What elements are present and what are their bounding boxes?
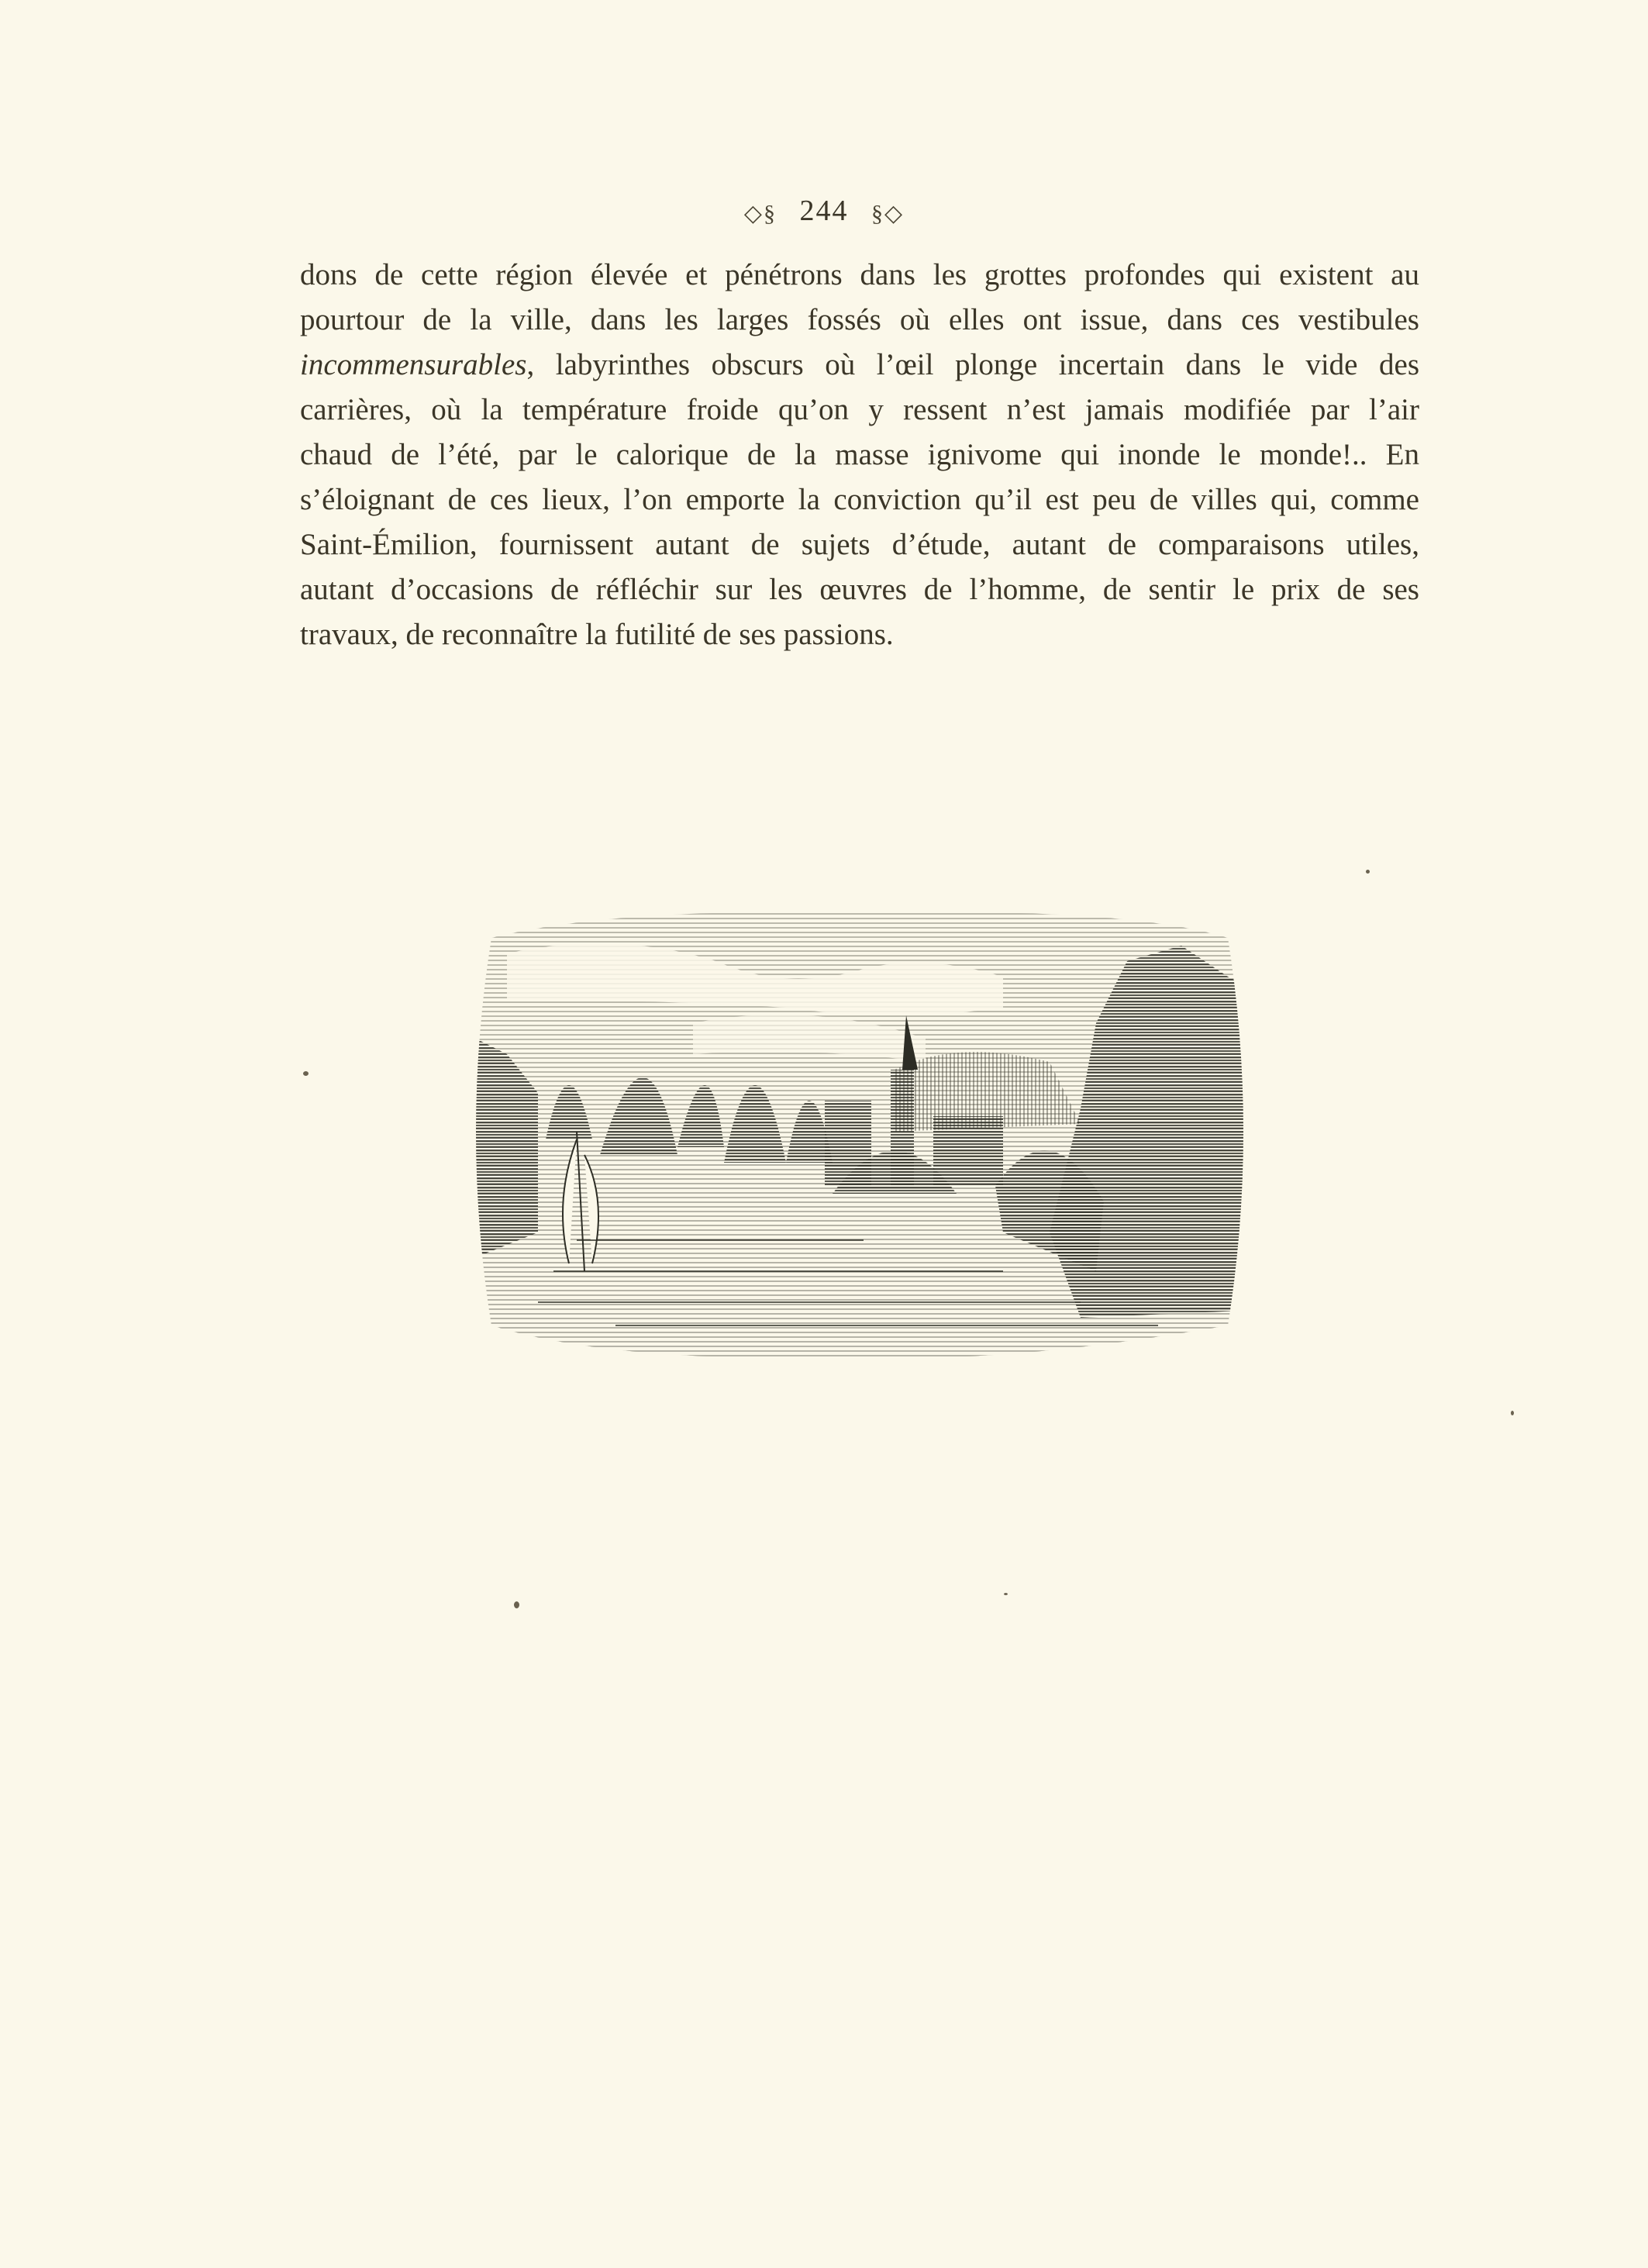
text-line-rest: , labyrinthes obscurs où l’œil plonge incertain dans le vide des	[526, 348, 1419, 381]
paper-speck	[303, 1071, 309, 1076]
text-line	[300, 343, 1419, 388]
text-line: travaux, de reconnaître la futilité de ses passions.	[300, 618, 894, 651]
river-town-engraving	[460, 907, 1259, 1356]
page-number: 244	[799, 195, 849, 227]
paper-speck	[514, 1601, 519, 1608]
italic-word: incommensurables	[300, 348, 527, 381]
body-paragraph	[300, 253, 1419, 657]
text-line: autant d’occasions de réfléchir sur les œuvres de l’homme, de sentir le prix de ses	[300, 573, 1419, 606]
text-line: dons de cette région élevée et pénétrons dans les grottes profondes qui existent au	[300, 258, 1419, 291]
text-line: pourtour de la ville, dans les larges fossés où elles ont issue, dans ces vestibules	[300, 303, 1419, 336]
text-line: s’éloignant de ces lieux, l’on emporte la conviction qu’il est peu de villes qui, comme	[300, 483, 1419, 516]
paper-speck	[1366, 870, 1370, 874]
paper-speck	[1511, 1411, 1514, 1415]
ornament-left-icon: ◇§	[743, 200, 777, 226]
engraving-scene	[460, 907, 1259, 1356]
ornament-right-icon: §◇	[871, 200, 905, 226]
text-line: chaud de l’été, par le calorique de la masse ignivome qui inonde le monde!.. En	[300, 438, 1419, 471]
paper-speck	[1004, 1593, 1008, 1595]
text-line: carrières, où la température froide qu’on y ressent n’est jamais modifiée par l’air	[300, 393, 1419, 426]
text-line: Saint-Émilion, fournissent autant de sujets d’étude, autant de comparaisons utiles,	[300, 528, 1419, 561]
page-number-header	[0, 194, 1648, 228]
